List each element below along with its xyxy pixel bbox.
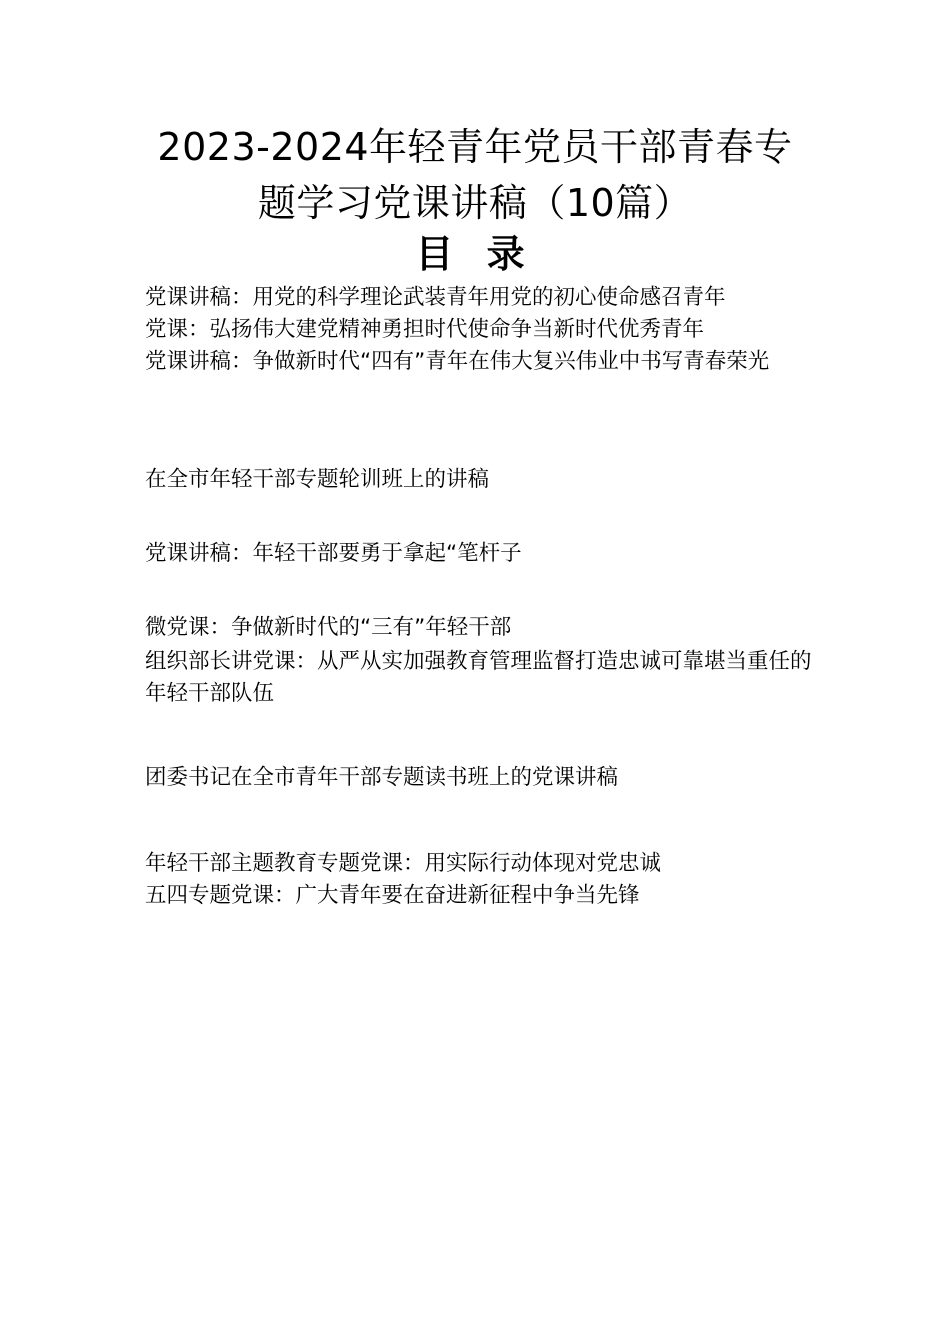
toc-item: 党课：弘扬伟大建党精神勇担时代使命争当新时代优秀青年 (145, 317, 705, 342)
toc-item: 党课讲稿：用党的科学理论武装青年用党的初心使命感召青年 (145, 285, 726, 310)
toc-item: 五四专题党课：广大青年要在奋进新征程中争当先锋 (145, 883, 640, 908)
toc-item: 年轻干部主题教育专题党课：用实际行动体现对党忠诚 (145, 851, 662, 876)
toc-item: 微党课：争做新时代的“三有”年轻干部 (145, 615, 512, 640)
toc-item: 党课讲稿：年轻干部要勇于拿起“笔杆子 (145, 541, 522, 566)
toc-item: 团委书记在全市青年干部专题读书班上的党课讲稿 (145, 765, 619, 790)
toc-item: 组织部长讲党课：从严从实加强教育管理监督打造忠诚可靠堪当重任的年轻干部队伍 (145, 649, 812, 706)
document-title-line-2: 题学习党课讲稿（10篇） (257, 181, 693, 225)
document-title-line-1: 2023-2024年轻青年党员干部青春专 (157, 125, 793, 169)
toc-item: 在全市年轻干部专题轮训班上的讲稿 (145, 467, 490, 492)
toc-heading: 目 录 (415, 232, 535, 276)
toc-item: 党课讲稿：争做新时代“四有”青年在伟大复兴伟业中书写青春荣光 (145, 349, 770, 374)
